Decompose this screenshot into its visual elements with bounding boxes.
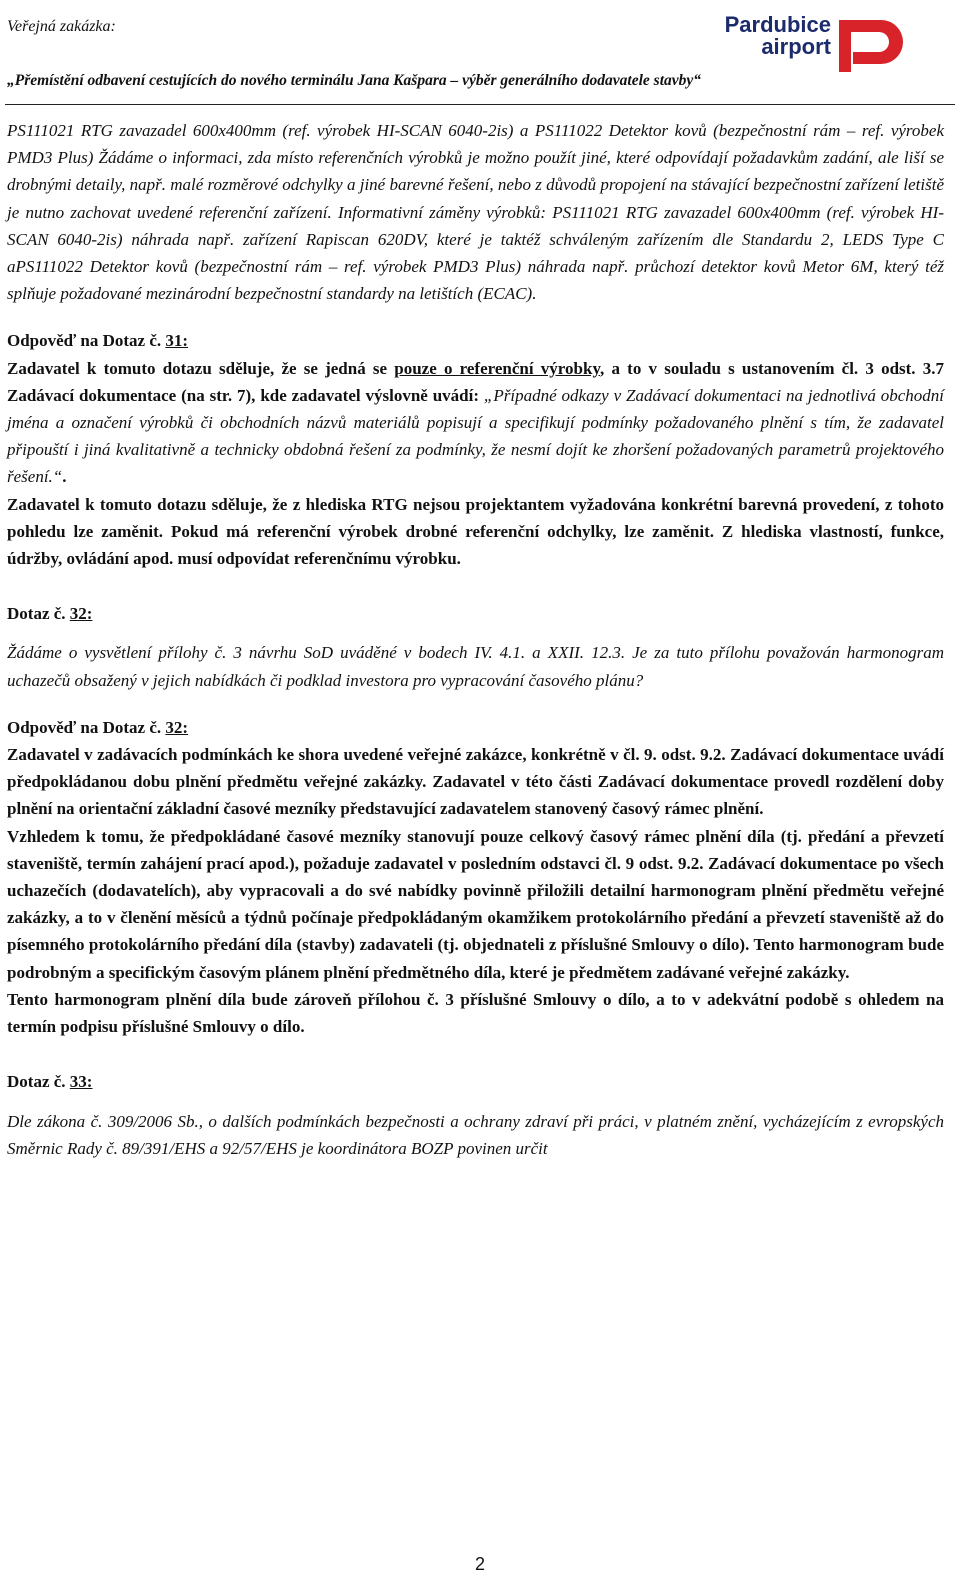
answer-31-heading xyxy=(7,327,944,354)
header-divider xyxy=(5,104,955,105)
document-body xyxy=(7,117,944,1162)
contract-subject: „Přemístění odbavení cestujících do nového terminálu Jana Kašpara – výběr generálního dodavatele stavby“ xyxy=(7,72,702,89)
logo-text xyxy=(725,14,831,58)
question-33-text: Dle zákona č. 309/2006 Sb., o dalších podmínkách bezpečnosti a ochrany zdraví při práci, v platném znění, vycházejícím z evropských Směrnic Rady č. 89/391/EHS a 92/57/EHS je koordinátora BOZP povinen určit xyxy=(7,1111,944,1158)
logo-line-1: Pardubice xyxy=(724,12,831,37)
logo-p-mark-icon xyxy=(833,12,915,72)
question-33-heading-number: 33: xyxy=(69,1072,93,1092)
answer-31-text-underlined: pouze o referenční výrobky xyxy=(394,358,601,378)
answer-32-heading-number: 32: xyxy=(165,717,189,737)
question-32-heading xyxy=(7,600,944,627)
answer-32-paragraph-1: Zadavatel v zadávacích podmínkách ke shora uvedené veřejné zakázce, konkrétně v čl. 9. odst. 9.2. Zadávací dokumentace uvádí předpokládanou dobu plnění předmětu veřejné zakázky. Zadavatel v této části Zadávací dokumentace provedl rozdělení doby plnění na orientační základní časové mezníky představující zadavatelem stanovený časový rámec plnění. xyxy=(7,745,944,819)
answer-31-heading-label: Odpověď na Dotaz č. xyxy=(7,331,162,351)
question-32-text: Žádáme o vysvětlení přílohy č. 3 návrhu SoD uváděné v bodech IV. 4.1. a XXII. 12.3. Je za tuto přílohu považován harmonogram uchazečů obsažený v jejich nabídkách či podklad investora pro vypracování časového plánu? xyxy=(7,643,944,690)
answer-31-quote: „Případné odkazy v Zadávací dokumentaci na jednotlivá obchodní jména a označení výrobků či obchodních názvů materiálů popisují a specifikují podmínky požadovaného plnění s tím, že zadavatel připouští i jiná kvalitativně a technicky obdobná řešení za podmínky, že nesmí dojít ke zhoršení požadovaných parametrů projektového řešení.“ xyxy=(7,385,944,487)
question-32-heading-label: Dotaz č. xyxy=(7,604,66,624)
answer-31-quote-end: . xyxy=(62,467,67,487)
question-30-text: PS111021 RTG zavazadel 600x400mm (ref. výrobek HI-SCAN 6040-2is) a PS111022 Detektor kovů (bezpečnostní rám – ref. výrobek PMD3 Plus) Žádáme o informaci, zda místo referenčních výrobků je možno použít jiné, které odpovídají požadavkům zadání, ale liší se drobnými detaily, např. malé rozměrové odchylky a jiné barevné řešení, nebo z důvodů propojení na stávající bezpečnostní zařízení letiště je nutno zachovat uvedené referenční zařízení. Informativní záměny výrobků: PS111021 RTG zavazadel 600x400mm (ref. výrobek HI-SCAN 6040-2is) náhrada např. zařízení Rapiscan 620DV, které je taktéž schváleným zařízením dle Standardu 2, LEDS Type C aPS111022 Detektor kovů (bezpečnostní rám – ref. výrobek PMD3 Plus) náhrada např. průchozí detektor kovů Metor 6M, který též splňuje požadované mezinárodní bezpečnostní standardy na letištích (ECAC). xyxy=(7,121,944,304)
answer-31-paragraph-1 xyxy=(7,355,944,491)
question-33-heading-label: Dotaz č. xyxy=(7,1072,66,1092)
answer-31-text-b: , a to v souladu s ustanovením čl. 3 odst. 3.7 Zadávací dokumentace (na str. 7), kde zadavatel výslovně uvádí: xyxy=(7,358,944,405)
page-header xyxy=(0,0,960,106)
page-number: 2 xyxy=(474,1554,485,1574)
answer-32-paragraph-2: Vzhledem k tomu, že předpokládané časové mezníky stanovují pouze celkový časový rámec plnění díla (tj. předání a převzetí staveniště, termín zahájení prací apod.), požaduje zadavatel v posledním odstavci čl. 9 odst. 9.2. Zadávací dokumentace po všech uchazečích (dodavatelích), aby vypracovali a do své nabídky povinně přiložili detailní harmonogram plnění předmětu veřejné zakázky, a to v členění měsíců a týdnů počínaje předpokládaným okamžikem protokolárního předání a převzetí staveniště až do písemného protokolárního předání díla (stavby) zadavateli (tj. objednateli z příslušné Smlouvy o dílo). Tento harmonogram bude podrobným a specifickým časovým plánem plnění předmětného díla, které je předmětem zadávané veřejné zakázky. xyxy=(7,826,944,982)
answer-31-heading-number: 31: xyxy=(165,331,189,351)
answer-32-heading-label: Odpověď na Dotaz č. xyxy=(7,717,162,737)
logo-line-2: airport xyxy=(761,34,831,59)
answer-31-text-a: Zadavatel k tomuto dotazu sděluje, že se jedná se xyxy=(7,358,388,378)
answer-32-paragraph-3: Tento harmonogram plnění díla bude zároveň přílohou č. 3 příslušné Smlouvy o dílo, a to v adekvátní podobě s ohledem na termín podpisu příslušné Smlouvy o dílo. xyxy=(7,989,944,1037)
answer-32-heading xyxy=(7,714,944,741)
answer-31-paragraph-2: Zadavatel k tomuto dotazu sděluje, že z hlediska RTG nejsou projektantem vyžadována konkrétní barevná provedení, z tohoto pohledu lze zaměnit. Pokud má referenční výrobek drobné referenční odchylky, lze zaměnit. Z hlediska vlastností, funkce, údržby, ovládání apod. musí odpovídat referenčnímu výrobku. xyxy=(7,494,944,569)
question-33-heading xyxy=(7,1068,944,1095)
question-32-heading-number: 32: xyxy=(69,604,93,624)
pardubice-airport-logo xyxy=(725,12,915,72)
contract-label: Veřejná zakázka: xyxy=(7,18,116,35)
